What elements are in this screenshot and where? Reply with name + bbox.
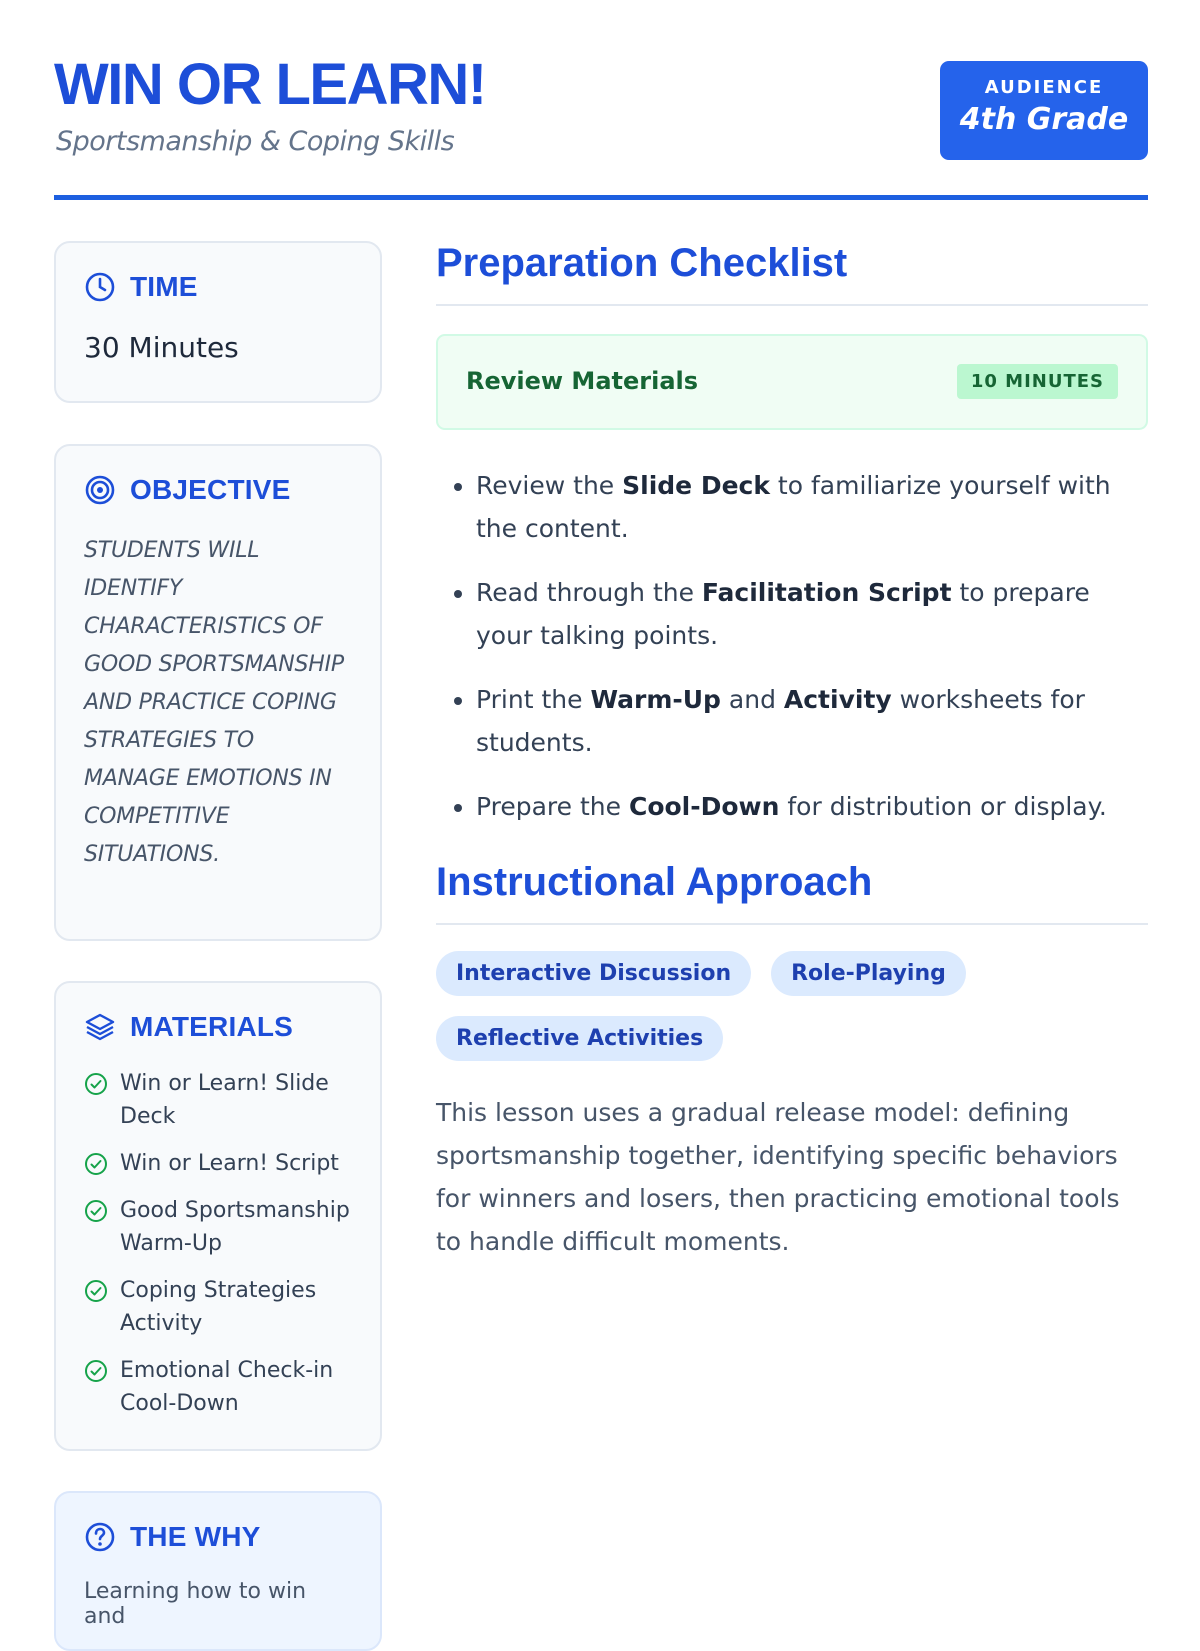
text-segment: Print the xyxy=(476,685,591,714)
material-label: Coping Strategies Activity xyxy=(120,1278,317,1336)
text-segment: to familiarize yourself with the content. xyxy=(476,471,1111,543)
objective-card xyxy=(54,444,382,941)
text-segment: Prepare the xyxy=(476,792,629,821)
bold-segment: Cool-Down xyxy=(628,792,780,821)
list-item xyxy=(476,678,1148,764)
bold-segment: Slide Deck xyxy=(622,471,770,500)
check-circle-icon xyxy=(84,1199,108,1223)
main-content xyxy=(436,241,1148,1263)
page-header xyxy=(54,0,1148,200)
material-label: Emotional Check-in Cool-Down xyxy=(120,1358,334,1416)
materials-title: MATERIALS xyxy=(130,1011,294,1042)
text-segment: worksheets for students. xyxy=(476,685,1085,757)
why-card xyxy=(54,1491,382,1651)
audience-label: AUDIENCE xyxy=(984,77,1104,98)
page-subtitle: Sportsmanship & Coping Skills xyxy=(56,126,455,157)
list-item xyxy=(84,1274,352,1340)
bold-segment: Facilitation Script xyxy=(701,578,952,607)
check-circle-icon xyxy=(84,1279,108,1303)
audience-value: 4th Grade xyxy=(959,102,1129,137)
objective-title: OBJECTIVE xyxy=(130,474,291,505)
materials-list xyxy=(84,1067,352,1420)
text-segment: Read through the xyxy=(476,578,702,607)
target-icon xyxy=(84,474,116,506)
list-item xyxy=(84,1194,352,1260)
text-segment: and xyxy=(720,685,784,714)
check-circle-icon xyxy=(84,1359,108,1383)
approach-text: This lesson uses a gradual release model: defining sportsmanship together, identifying specific behaviors for winners and losers, then practicing emotional tools to handle difficult moments. xyxy=(436,1098,1120,1256)
prep-checklist xyxy=(436,464,1148,828)
material-label: Good Sportsmanship Warm-Up xyxy=(120,1198,350,1256)
check-circle-icon xyxy=(84,1072,108,1096)
time-card xyxy=(54,241,382,403)
list-item xyxy=(476,785,1148,828)
tag-role-playing: Role-Playing xyxy=(771,951,966,996)
review-title: Review Materials xyxy=(466,367,699,395)
approach-title: Instructional Approach xyxy=(436,860,1148,925)
question-circle-icon xyxy=(84,1521,116,1553)
why-text: Learning how to win and xyxy=(84,1579,307,1629)
list-item xyxy=(84,1067,352,1133)
review-materials-box xyxy=(436,334,1148,430)
text-segment: Review the xyxy=(476,471,623,500)
time-title: TIME xyxy=(130,271,198,302)
materials-card xyxy=(54,981,382,1451)
audience-badge xyxy=(940,61,1148,160)
time-value: 30 Minutes xyxy=(84,331,239,364)
checklist-title: Preparation Checklist xyxy=(436,241,1148,306)
list-item xyxy=(84,1147,352,1180)
material-label: Win or Learn! Slide Deck xyxy=(120,1071,329,1129)
why-title: THE WHY xyxy=(130,1521,261,1552)
material-label: Win or Learn! Script xyxy=(120,1151,339,1176)
check-circle-icon xyxy=(84,1152,108,1176)
bold-segment: Activity xyxy=(783,685,892,714)
objective-text: STUDENTS WILL IDENTIFY CHARACTERISTICS OF GOOD SPORTSMANSHIP AND PRACTICE COPING STRATEGIES TO MANAGE EMOTIONS IN COMPETITIVE SITUATIONS. xyxy=(84,538,345,867)
page-title: WIN OR LEARN! xyxy=(54,52,486,117)
list-item xyxy=(476,464,1148,550)
text-segment: for distribution or display. xyxy=(779,792,1107,821)
text-segment: to prepare your talking points. xyxy=(476,578,1090,650)
duration-badge: 10 MINUTES xyxy=(957,364,1118,399)
clock-icon xyxy=(84,271,116,303)
tag-interactive-discussion: Interactive Discussion xyxy=(436,951,751,996)
list-item xyxy=(476,571,1148,657)
layers-icon xyxy=(84,1011,116,1043)
approach-tags xyxy=(436,951,1148,1081)
bold-segment: Warm-Up xyxy=(590,685,721,714)
list-item xyxy=(84,1354,352,1420)
tag-reflective-activities: Reflective Activities xyxy=(436,1016,723,1061)
